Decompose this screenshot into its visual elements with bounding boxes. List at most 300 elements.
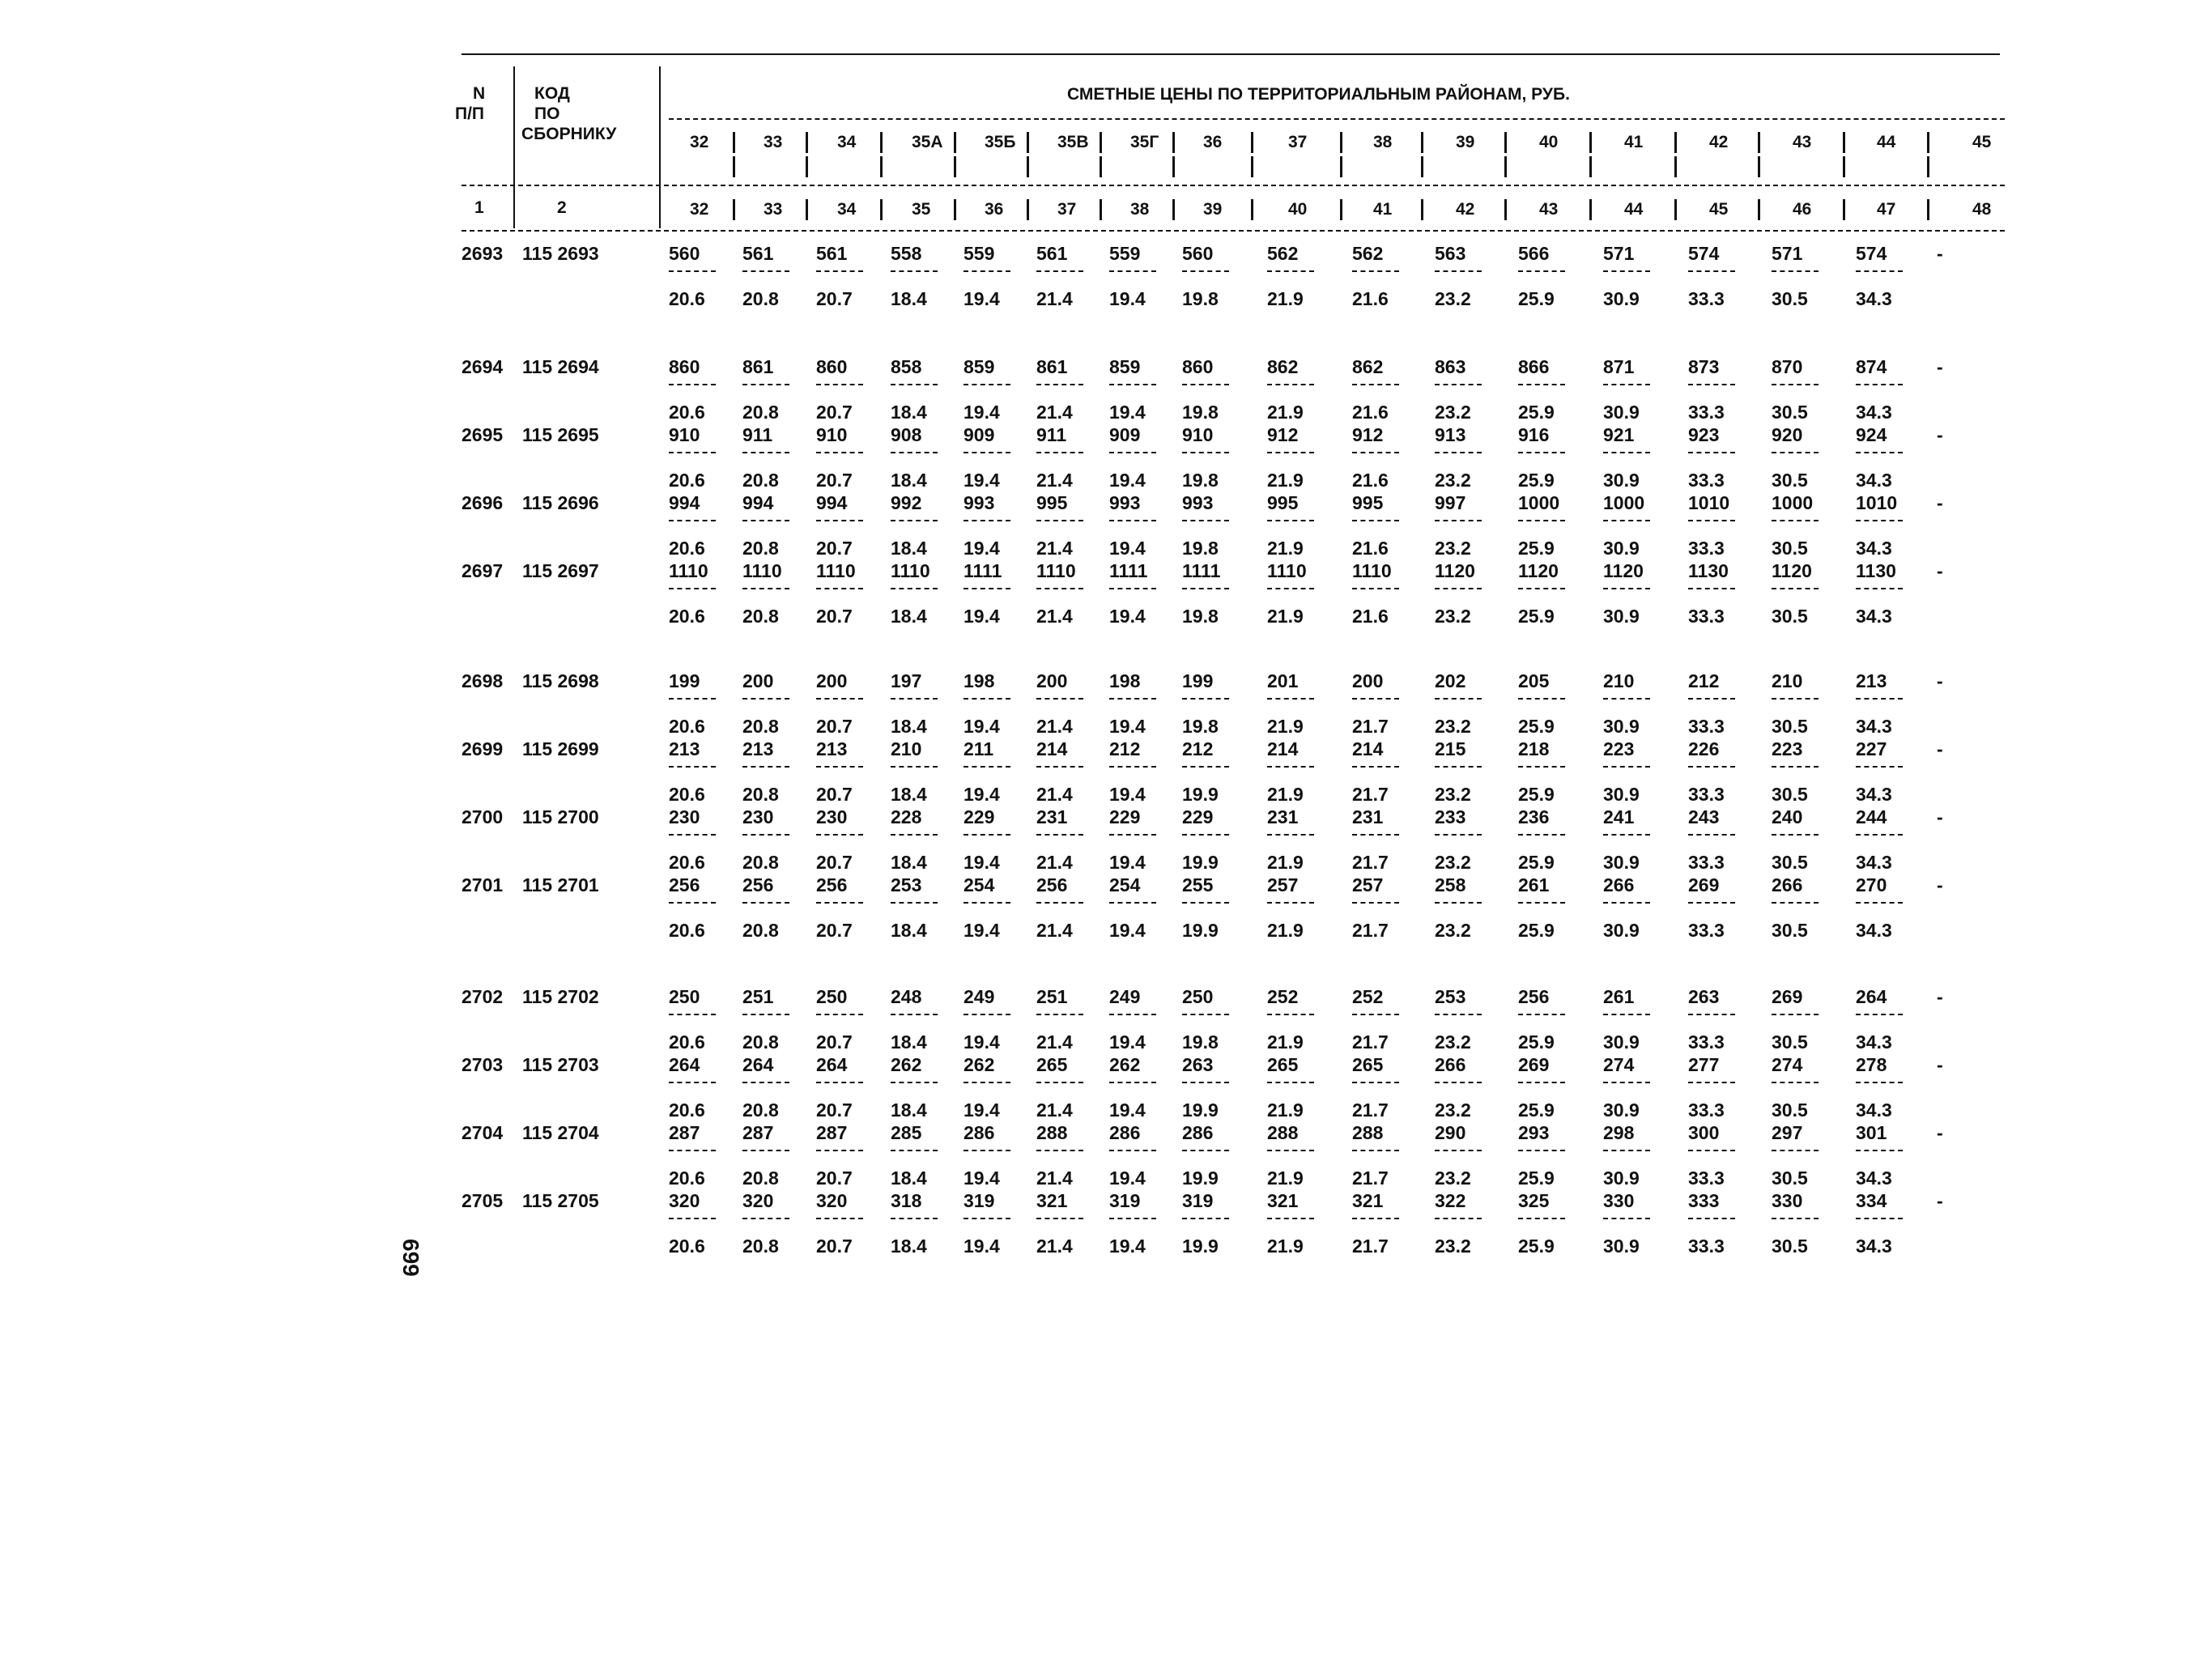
coef-cell: 23.2 xyxy=(1435,538,1471,559)
row-number: 2704 xyxy=(462,1122,504,1143)
coef-cell: 25.9 xyxy=(1518,288,1555,309)
coef-cell: 33.3 xyxy=(1688,1236,1725,1257)
fraction-bar xyxy=(742,520,789,521)
fraction-bar xyxy=(1182,588,1229,589)
fraction-bar xyxy=(1688,698,1735,700)
fraction-bar xyxy=(1352,1082,1399,1083)
coef-cell: 20.8 xyxy=(742,920,779,941)
coef-cell: 20.8 xyxy=(742,606,779,627)
fraction-bar xyxy=(1352,1014,1399,1015)
fraction-bar xyxy=(891,270,938,272)
fraction-bar xyxy=(1603,698,1650,700)
price-cell: 322 xyxy=(1435,1190,1466,1211)
coef-cell: 30.5 xyxy=(1772,538,1808,559)
fraction-bar xyxy=(1109,1082,1156,1083)
price-cell: 250 xyxy=(669,986,700,1007)
coef-cell: 25.9 xyxy=(1518,716,1555,737)
price-cell: 265 xyxy=(1267,1054,1299,1075)
header-col-separator xyxy=(1927,199,1929,220)
fraction-bar xyxy=(963,1218,1010,1219)
fraction-bar xyxy=(1435,834,1482,836)
coef-cell: 19.4 xyxy=(1109,402,1146,423)
fraction-bar xyxy=(1352,270,1399,272)
coef-cell: 19.4 xyxy=(963,716,1000,737)
coef-cell: 21.4 xyxy=(1036,402,1073,423)
price-cell: 923 xyxy=(1688,424,1720,445)
fraction-bar xyxy=(1518,1082,1565,1083)
price-cell: 300 xyxy=(1688,1122,1720,1143)
fraction-bar xyxy=(1109,834,1156,836)
fraction-bar xyxy=(963,270,1010,272)
price-cell: 248 xyxy=(891,986,922,1007)
coef-cell: 21.7 xyxy=(1352,716,1389,737)
header-col-separator xyxy=(1027,199,1029,220)
price-cell: 256 xyxy=(669,874,700,895)
coef-cell: 18.4 xyxy=(891,402,927,423)
fraction-bar xyxy=(1688,902,1735,904)
price-cell: 909 xyxy=(963,424,995,445)
price-cell: 264 xyxy=(742,1054,774,1075)
fraction-bar xyxy=(1603,902,1650,904)
fraction-bar xyxy=(1688,1150,1735,1151)
coef-cell: 19.4 xyxy=(1109,1168,1146,1189)
price-cell: 912 xyxy=(1352,424,1384,445)
price-cell: 236 xyxy=(1518,806,1550,827)
price-cell: 197 xyxy=(891,670,922,691)
fraction-bar xyxy=(1518,1150,1565,1151)
price-cell: 230 xyxy=(669,806,700,827)
coef-cell: 30.5 xyxy=(1772,470,1808,491)
fraction-bar xyxy=(1182,270,1229,272)
fraction-bar xyxy=(1772,384,1819,385)
price-cell: 320 xyxy=(669,1190,700,1211)
coef-cell: 21.6 xyxy=(1352,288,1389,309)
coef-cell: 19.4 xyxy=(963,538,1000,559)
price-cell: 269 xyxy=(1688,874,1720,895)
price-cell: 912 xyxy=(1267,424,1299,445)
header-col-separator xyxy=(1421,132,1423,153)
fraction-bar xyxy=(1352,834,1399,836)
price-cell: 874 xyxy=(1856,356,1887,377)
price-cell: 198 xyxy=(963,670,995,691)
price-cell: 199 xyxy=(669,670,700,691)
fraction-bar xyxy=(1109,270,1156,272)
fraction-bar xyxy=(1518,1014,1565,1015)
row-number: 2705 xyxy=(462,1190,504,1211)
price-cell: 321 xyxy=(1036,1190,1068,1211)
price-cell: 870 xyxy=(1772,356,1803,377)
price-cell: 920 xyxy=(1772,424,1803,445)
price-cell: 297 xyxy=(1772,1122,1803,1143)
last-col-dash: - xyxy=(1937,1054,1943,1075)
fraction-bar xyxy=(1435,766,1482,768)
coef-cell: 25.9 xyxy=(1518,1031,1555,1053)
fraction-bar xyxy=(1603,1150,1650,1151)
price-cell: 574 xyxy=(1688,243,1720,264)
row-number: 2694 xyxy=(462,356,504,377)
fraction-bar xyxy=(742,384,789,385)
price-cell: 249 xyxy=(1109,986,1141,1007)
fraction-bar xyxy=(1772,588,1819,589)
coef-cell: 19.4 xyxy=(1109,852,1146,873)
row-code: 115 2704 xyxy=(522,1122,599,1143)
coef-cell: 23.2 xyxy=(1435,1168,1471,1189)
fraction-bar xyxy=(1603,1082,1650,1083)
fraction-bar xyxy=(1772,1082,1819,1083)
coef-cell: 19.4 xyxy=(963,1031,1000,1053)
region-code-header: 35Б xyxy=(985,133,1016,151)
fraction-bar xyxy=(1352,766,1399,768)
header-col-separator xyxy=(1421,156,1423,177)
coef-cell: 21.9 xyxy=(1267,716,1304,737)
region-code-header: 36 xyxy=(1203,133,1223,151)
price-cell: 860 xyxy=(1182,356,1214,377)
price-cell: 319 xyxy=(963,1190,995,1211)
coef-cell: 20.8 xyxy=(742,1031,779,1053)
coef-cell: 30.9 xyxy=(1603,402,1640,423)
coef-cell: 20.6 xyxy=(669,784,705,805)
fraction-bar xyxy=(1352,902,1399,904)
row-code: 115 2693 xyxy=(522,243,599,264)
price-cell: 571 xyxy=(1772,243,1803,264)
price-cell: 210 xyxy=(891,738,922,759)
colnum-2: 2 xyxy=(557,198,567,217)
coef-cell: 20.8 xyxy=(742,1236,779,1257)
coef-cell: 21.9 xyxy=(1267,538,1304,559)
price-cell: 559 xyxy=(1109,243,1141,264)
fraction-bar xyxy=(816,1150,863,1151)
fraction-bar xyxy=(669,1218,716,1219)
coef-cell: 30.9 xyxy=(1603,852,1640,873)
coef-cell: 20.7 xyxy=(816,606,853,627)
coef-cell: 23.2 xyxy=(1435,470,1471,491)
price-cell: 287 xyxy=(669,1122,700,1143)
coef-cell: 30.5 xyxy=(1772,784,1808,805)
coef-cell: 19.4 xyxy=(1109,1236,1146,1257)
fraction-bar xyxy=(891,520,938,521)
fraction-bar xyxy=(1267,588,1314,589)
price-cell: 266 xyxy=(1435,1054,1466,1075)
coef-cell: 19.4 xyxy=(1109,1099,1146,1121)
fraction-bar xyxy=(963,1150,1010,1151)
price-cell: 298 xyxy=(1603,1122,1635,1143)
region-code-header: 34 xyxy=(837,133,857,151)
price-cell: 214 xyxy=(1352,738,1384,759)
price-cell: 561 xyxy=(816,243,848,264)
last-col-dash: - xyxy=(1937,670,1943,691)
fraction-bar xyxy=(669,1082,716,1083)
fraction-bar xyxy=(1856,1150,1903,1151)
coef-cell: 34.3 xyxy=(1856,470,1892,491)
coef-cell: 25.9 xyxy=(1518,920,1555,941)
header-col-separator xyxy=(1674,199,1677,220)
price-cell: 910 xyxy=(669,424,700,445)
coef-cell: 30.9 xyxy=(1603,1168,1640,1189)
price-cell: 561 xyxy=(1036,243,1068,264)
price-cell: 254 xyxy=(963,874,995,895)
fraction-bar xyxy=(669,698,716,700)
price-cell: 995 xyxy=(1036,492,1068,513)
header-col-separator xyxy=(1927,132,1929,153)
region-code-header: 37 xyxy=(1288,133,1308,151)
price-cell: 200 xyxy=(1036,670,1068,691)
price-cell: 229 xyxy=(963,806,995,827)
header-dash-rule xyxy=(669,118,2005,120)
coef-cell: 19.4 xyxy=(1109,920,1146,941)
coef-cell: 20.6 xyxy=(669,920,705,941)
fraction-bar xyxy=(1518,520,1565,521)
coef-cell: 34.3 xyxy=(1856,920,1892,941)
fraction-bar xyxy=(1182,1218,1229,1219)
header-col-separator xyxy=(806,199,808,220)
fraction-bar xyxy=(1435,384,1482,385)
price-cell: 265 xyxy=(1036,1054,1068,1075)
fraction-bar xyxy=(1182,766,1229,768)
region-code-header: 45 xyxy=(1972,133,1992,151)
header-col-separator xyxy=(1504,199,1507,220)
price-cell: 866 xyxy=(1518,356,1550,377)
coef-cell: 21.9 xyxy=(1267,606,1304,627)
price-cell: 320 xyxy=(742,1190,774,1211)
coef-cell: 34.3 xyxy=(1856,784,1892,805)
price-cell: 1010 xyxy=(1856,492,1898,513)
coef-cell: 18.4 xyxy=(891,1236,927,1257)
table-title: СМЕТНЫЕ ЦЕНЫ ПО ТЕРРИТОРИАЛЬНЫМ РАЙОНАМ, РУБ. xyxy=(1067,85,1570,104)
price-cell: 287 xyxy=(816,1122,848,1143)
coef-cell: 34.3 xyxy=(1856,1236,1892,1257)
header-col-separator xyxy=(1927,156,1929,177)
fraction-bar xyxy=(816,834,863,836)
fraction-bar xyxy=(1856,588,1903,589)
col-number-header: 34 xyxy=(837,200,857,219)
row-code: 115 2694 xyxy=(522,356,599,377)
price-cell: 288 xyxy=(1352,1122,1384,1143)
coef-cell: 18.4 xyxy=(891,716,927,737)
price-cell: 859 xyxy=(963,356,995,377)
fraction-bar xyxy=(1856,1014,1903,1015)
fraction-bar xyxy=(1036,1218,1083,1219)
col-number-header: 47 xyxy=(1877,200,1896,219)
fraction-bar xyxy=(1267,520,1314,521)
row-code: 115 2695 xyxy=(522,424,599,445)
coef-cell: 19.9 xyxy=(1182,1099,1219,1121)
fraction-bar xyxy=(1182,1082,1229,1083)
header-col1-line1: N xyxy=(473,84,486,103)
coef-cell: 20.8 xyxy=(742,1168,779,1189)
fraction-bar xyxy=(816,1014,863,1015)
coef-cell: 21.9 xyxy=(1267,288,1304,309)
price-cell: 318 xyxy=(891,1190,922,1211)
price-cell: 560 xyxy=(1182,243,1214,264)
price-cell: 913 xyxy=(1435,424,1466,445)
price-cell: 198 xyxy=(1109,670,1141,691)
fraction-bar xyxy=(816,588,863,589)
price-cell: 226 xyxy=(1688,738,1720,759)
region-code-header: 41 xyxy=(1624,133,1644,151)
price-cell: 218 xyxy=(1518,738,1550,759)
coef-cell: 20.7 xyxy=(816,538,853,559)
price-cell: 994 xyxy=(816,492,848,513)
col-number-header: 41 xyxy=(1373,200,1393,219)
price-cell: 210 xyxy=(1772,670,1803,691)
header-col2-line1: КОД xyxy=(534,84,570,103)
coef-cell: 20.6 xyxy=(669,606,705,627)
price-cell: 916 xyxy=(1518,424,1550,445)
coef-cell: 34.3 xyxy=(1856,288,1892,309)
price-cell: 1111 xyxy=(1109,560,1148,581)
coef-cell: 21.7 xyxy=(1352,784,1389,805)
fraction-bar xyxy=(1603,588,1650,589)
coef-cell: 33.3 xyxy=(1688,852,1725,873)
price-cell: 270 xyxy=(1856,874,1887,895)
coef-cell: 33.3 xyxy=(1688,920,1725,941)
price-cell: 1010 xyxy=(1688,492,1730,513)
fraction-bar xyxy=(669,452,716,453)
fraction-bar xyxy=(1352,520,1399,521)
row-number: 2700 xyxy=(462,806,504,827)
price-cell: 1110 xyxy=(742,560,782,581)
coef-cell: 20.7 xyxy=(816,1236,853,1257)
price-cell: 266 xyxy=(1603,874,1635,895)
fraction-bar xyxy=(963,902,1010,904)
fraction-bar xyxy=(1603,270,1650,272)
coef-cell: 19.4 xyxy=(963,402,1000,423)
price-cell: 321 xyxy=(1352,1190,1384,1211)
price-cell: 862 xyxy=(1352,356,1384,377)
fraction-bar xyxy=(816,766,863,768)
coef-cell: 30.5 xyxy=(1772,716,1808,737)
fraction-bar xyxy=(1267,1150,1314,1151)
fraction-bar xyxy=(891,1014,938,1015)
col-number-header: 44 xyxy=(1624,200,1644,219)
header-col-separator xyxy=(1758,199,1760,220)
coef-cell: 25.9 xyxy=(1518,1236,1555,1257)
fraction-bar xyxy=(1036,834,1083,836)
price-cell: 286 xyxy=(963,1122,995,1143)
coef-cell: 20.7 xyxy=(816,716,853,737)
fraction-bar xyxy=(1267,698,1314,700)
price-cell: 233 xyxy=(1435,806,1466,827)
fraction-bar xyxy=(742,766,789,768)
header-col-separator xyxy=(1027,132,1029,153)
coef-cell: 25.9 xyxy=(1518,538,1555,559)
coef-cell: 20.6 xyxy=(669,402,705,423)
region-code-header: 35А xyxy=(912,133,943,151)
coef-cell: 30.5 xyxy=(1772,1236,1808,1257)
coef-cell: 21.6 xyxy=(1352,606,1389,627)
coef-cell: 33.3 xyxy=(1688,1031,1725,1053)
coef-cell: 20.6 xyxy=(669,1236,705,1257)
coef-cell: 30.5 xyxy=(1772,1031,1808,1053)
fraction-bar xyxy=(1435,520,1482,521)
fraction-bar xyxy=(1772,834,1819,836)
fraction-bar xyxy=(816,698,863,700)
price-cell: 1110 xyxy=(1267,560,1307,581)
fraction-bar xyxy=(891,902,938,904)
price-cell: 1130 xyxy=(1856,560,1896,581)
fraction-bar xyxy=(1109,766,1156,768)
row-number: 2701 xyxy=(462,874,504,895)
fraction-bar xyxy=(891,1150,938,1151)
price-cell: 251 xyxy=(742,986,774,1007)
coef-cell: 21.7 xyxy=(1352,1168,1389,1189)
fraction-bar xyxy=(1267,1014,1314,1015)
coef-cell: 21.9 xyxy=(1267,920,1304,941)
price-cell: 1110 xyxy=(669,560,708,581)
fraction-bar xyxy=(1435,588,1482,589)
coef-cell: 19.8 xyxy=(1182,470,1219,491)
fraction-bar xyxy=(742,834,789,836)
row-code: 115 2699 xyxy=(522,738,599,759)
col-number-header: 42 xyxy=(1456,200,1475,219)
price-cell: 252 xyxy=(1352,986,1384,1007)
coef-cell: 20.6 xyxy=(669,1099,705,1121)
price-cell: 911 xyxy=(742,424,773,445)
price-cell: 321 xyxy=(1267,1190,1299,1211)
coef-cell: 21.4 xyxy=(1036,784,1073,805)
fraction-bar xyxy=(816,452,863,453)
coef-cell: 23.2 xyxy=(1435,716,1471,737)
fraction-bar xyxy=(742,270,789,272)
price-cell: 860 xyxy=(669,356,700,377)
last-col-dash: - xyxy=(1937,356,1943,377)
fraction-bar xyxy=(1856,270,1903,272)
price-cell: 1110 xyxy=(891,560,930,581)
price-cell: 562 xyxy=(1352,243,1384,264)
fraction-bar xyxy=(1182,520,1229,521)
coef-cell: 20.6 xyxy=(669,288,705,309)
fraction-bar xyxy=(891,588,938,589)
region-code-header: 38 xyxy=(1373,133,1393,151)
price-cell: 262 xyxy=(963,1054,995,1075)
coef-cell: 19.4 xyxy=(1109,606,1146,627)
fraction-bar xyxy=(1603,1218,1650,1219)
price-cell: 256 xyxy=(816,874,848,895)
price-cell: 254 xyxy=(1109,874,1141,895)
header-col-separator xyxy=(1843,132,1845,153)
coef-cell: 33.3 xyxy=(1688,402,1725,423)
header-col2-line3: СБОРНИКУ xyxy=(521,125,617,143)
last-col-dash: - xyxy=(1937,874,1943,895)
col-number-header: 38 xyxy=(1130,200,1150,219)
price-cell: 924 xyxy=(1856,424,1887,445)
fraction-bar xyxy=(1109,1014,1156,1015)
fraction-bar xyxy=(963,588,1010,589)
fraction-bar xyxy=(1036,270,1083,272)
fraction-bar xyxy=(1352,1218,1399,1219)
fraction-bar xyxy=(742,902,789,904)
price-cell: 257 xyxy=(1267,874,1299,895)
coef-cell: 30.9 xyxy=(1603,920,1640,941)
row-number: 2695 xyxy=(462,424,504,445)
price-cell: 559 xyxy=(963,243,995,264)
fraction-bar xyxy=(1772,1150,1819,1151)
coef-cell: 34.3 xyxy=(1856,1031,1892,1053)
fraction-bar xyxy=(1856,1082,1903,1083)
coef-cell: 19.8 xyxy=(1182,402,1219,423)
fraction-bar xyxy=(1352,698,1399,700)
price-cell: 1111 xyxy=(963,560,1002,581)
coef-cell: 21.7 xyxy=(1352,1099,1389,1121)
coef-cell: 30.5 xyxy=(1772,1168,1808,1189)
fraction-bar xyxy=(669,1150,716,1151)
coef-cell: 33.3 xyxy=(1688,784,1725,805)
fraction-bar xyxy=(1109,384,1156,385)
header-col-separator xyxy=(1589,132,1592,153)
price-cell: 873 xyxy=(1688,356,1720,377)
coef-cell: 20.8 xyxy=(742,288,779,309)
fraction-bar xyxy=(1109,520,1156,521)
